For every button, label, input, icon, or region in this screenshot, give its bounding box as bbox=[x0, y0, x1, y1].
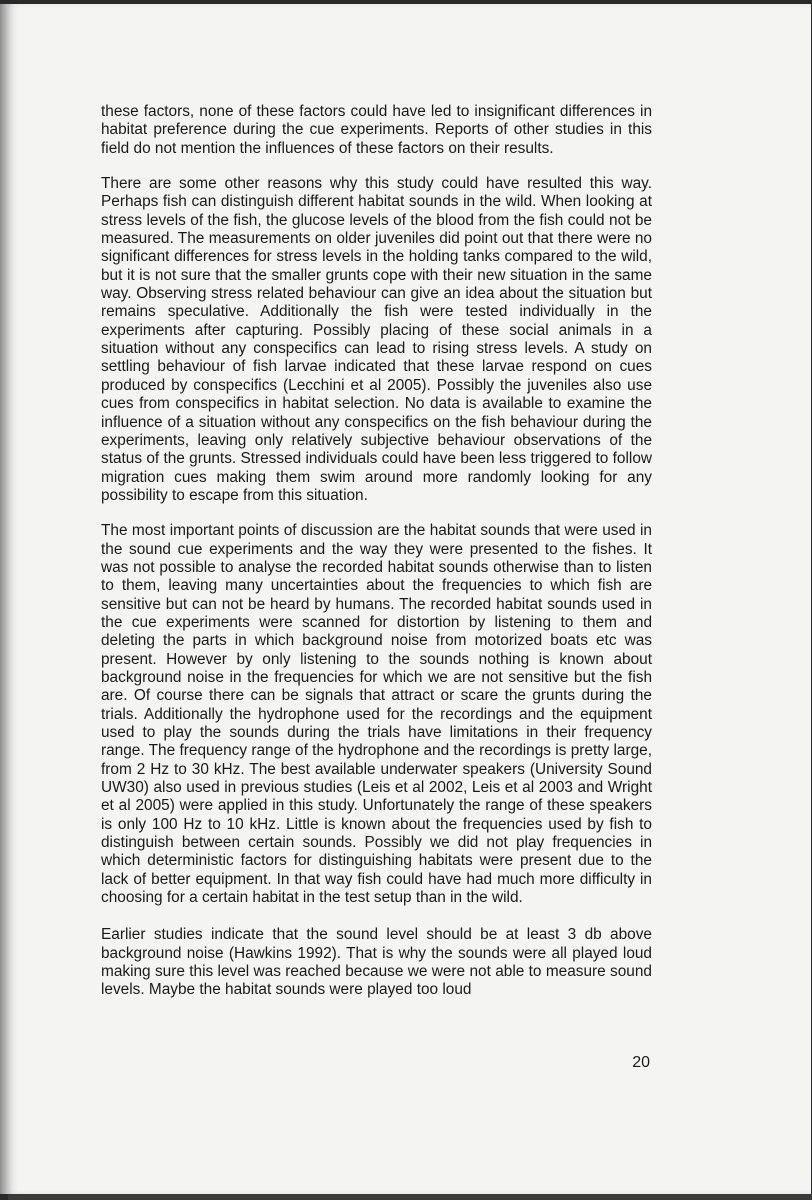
body-text bbox=[101, 103, 652, 1017]
scan-bottom-edge bbox=[8, 1194, 812, 1200]
page-number: 20 bbox=[632, 1054, 650, 1071]
paragraph-2: There are some other reasons why this study could have resulted this way. Perhaps fish can distinguish different habitat sounds in the wild. When looking at stress levels of the fish, the glucose levels of the blood from the fish could not be measured. The measurements on older juveniles did point out that there were no significant differences for stress levels in the holding tanks compared to the wild, but it is not sure that the smaller grunts cope with their new situation in the same way. Observing stress related behaviour can give an idea about the situation but remains speculative. Additionally the fish were tested individually in the experiments after capturing. Possibly placing of these social animals in a situation without any conspecifics can lead to rising stress levels. A study on settling behaviour of fish larvae indicated that these larvae respond on cues produced by conspecifics (Lecchini et al 2005). Possibly the juveniles also use cues from conspecifics in habitat selection. No data is available to examine the influence of a situation without any conspecifics on the fish behaviour during the experiments, leaving only relatively subjective behaviour observations of the status of the grunts. Stressed individuals could have been less triggered to follow migration cues making them swim around more randomly looking for any possibility to escape from this situation. bbox=[101, 175, 652, 504]
paragraph-1: these factors, none of these factors could have led to insignificant differences in habitat preference during the cue experiments. Reports of other studies in this field do not mention the influences of these factors on their results. bbox=[101, 103, 652, 157]
paragraph-3: The most important points of discussion are the habitat sounds that were used in the sound cue experiments and the way they were presented to the fishes. It was not possible to analyse the recorded habitat sounds otherwise than to listen to them, leaving many uncertainties about the frequencies to which fish are sensitive but can not be heard by humans. The recorded habitat sounds used in the cue experiments were scanned for distortion by listening to them and deleting the parts in which background noise from motorized boats etc was present. However by only listening to the sounds nothing is known about background noise in the frequencies for which we are not sensitive but the fish are. Of course there can be signals that attract or scare the grunts during the trials. Additionally the hydrophone used for the recordings and the equipment used to play the sounds during the trials have limitations in their frequency range. The frequency range of the hydrophone and the recordings is pretty large, from 2 Hz to 30 kHz. The best available underwater speakers (University Sound UW30) also used in previous studies (Leis et al 2002, Leis et al 2003 and Wright et al 2005) were applied in this study. Unfortunately the range of these speakers is only 100 Hz to 10 kHz. Little is known about the frequencies used by fish to distinguish between certain sounds. Possibly we did not play frequencies in which deterministic factors for distinguishing habitats were present due to the lack of better equipment. In that way fish could have had much more difficulty in choosing for a certain habitat in the test setup than in the wild. bbox=[101, 522, 652, 907]
paragraph-4: Earlier studies indicate that the sound level should be at least 3 db above background noise (Hawkins 1992). That is why the sounds were all played loud making sure this level was reached because we were not able to measure sound levels. Maybe the habitat sounds were played too loud bbox=[101, 926, 652, 999]
